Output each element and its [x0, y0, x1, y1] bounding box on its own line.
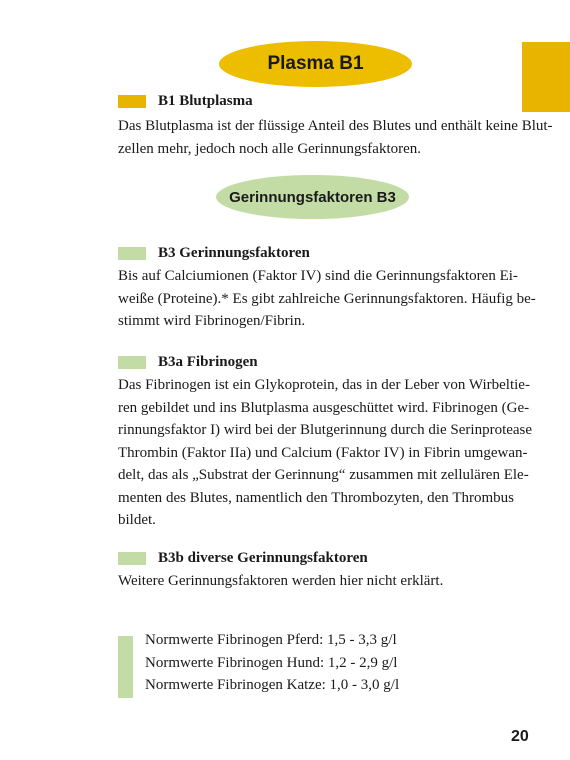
- paragraph-line: Das Fibrinogen ist ein Glykoprotein, das in der Leber von Wirbeltie-: [118, 377, 530, 393]
- section-badge-label: Plasma B1: [267, 53, 364, 74]
- normwerte-item: Normwerte Fibrinogen Pferd: 1,5 - 3,3 g/l: [145, 632, 397, 648]
- section-badge-plasma: [219, 41, 412, 87]
- normwerte-item: Normwerte Fibrinogen Katze: 1,0 - 3,0 g/l: [145, 677, 400, 693]
- paragraph-line: stimmt wird Fibrinogen/Fibrin.: [118, 313, 306, 329]
- heading-b3a-title: B3a Fibrinogen: [158, 354, 258, 370]
- paragraph-line: zellen mehr, jedoch noch alle Gerinnungsfaktoren.: [118, 140, 422, 157]
- heading-b3b-title: B3b diverse Gerinnungsfaktoren: [158, 550, 368, 566]
- paragraph-b3: [118, 265, 536, 333]
- heading-b3: [118, 245, 310, 262]
- paragraph-line: Thrombin (Faktor IIa) und Calcium (Faktor IV) in Fibrin umgewan-: [118, 444, 528, 461]
- paragraph-b3b: [118, 570, 514, 593]
- paragraph-line: delt, das als „Substrat der Gerinnung“ zusammen mit zellulären Ele-: [118, 467, 529, 483]
- chapter-tab: [522, 42, 570, 112]
- paragraph-line: menten des Blutes, namentlich den Thrombozyten, den Thrombus: [118, 489, 514, 506]
- section-badge-label: Gerinnungsfaktoren B3: [229, 188, 396, 206]
- paragraph-line: Weitere Gerinnungsfaktoren werden hier nicht erklärt.: [118, 573, 444, 589]
- normwerte-marker: [118, 636, 133, 698]
- heading-b1-title: B1 Blutplasma: [158, 93, 253, 109]
- heading-marker: [118, 247, 146, 260]
- paragraph-b1: [118, 115, 553, 160]
- heading-marker: [118, 552, 146, 565]
- paragraph-line: weiße (Proteine).* Es gibt zahlreiche Gerinnungsfaktoren. Häufig be-: [118, 290, 536, 307]
- paragraph-b3a: [118, 374, 533, 532]
- page-number: 20: [511, 728, 529, 745]
- heading-marker: [118, 95, 146, 108]
- paragraph-line: Das Blutplasma ist der flüssige Anteil des Blutes und enthält keine Blut-: [118, 118, 553, 134]
- heading-b3a: [118, 354, 258, 371]
- section-badge-gerinnungsfaktoren: [216, 175, 409, 219]
- normwerte-item: Normwerte Fibrinogen Hund: 1,2 - 2,9 g/l: [145, 654, 398, 671]
- paragraph-line: ren gebildet und ins Blutplasma ausgeschüttet wird. Fibrinogen (Ge-: [118, 399, 530, 416]
- heading-marker: [118, 356, 146, 369]
- heading-b1: [118, 93, 253, 110]
- paragraph-line: rinnungsfaktor I) wird bei der Blutgerinnung durch die Serinprotease: [118, 422, 533, 438]
- heading-b3-title: B3 Gerinnungsfaktoren: [158, 245, 310, 261]
- paragraph-line: Bis auf Calciumionen (Faktor IV) sind die Gerinnungsfaktoren Ei-: [118, 268, 518, 284]
- normwerte-list: [145, 629, 399, 697]
- paragraph-line: bildet.: [118, 512, 156, 528]
- heading-b3b: [118, 550, 368, 567]
